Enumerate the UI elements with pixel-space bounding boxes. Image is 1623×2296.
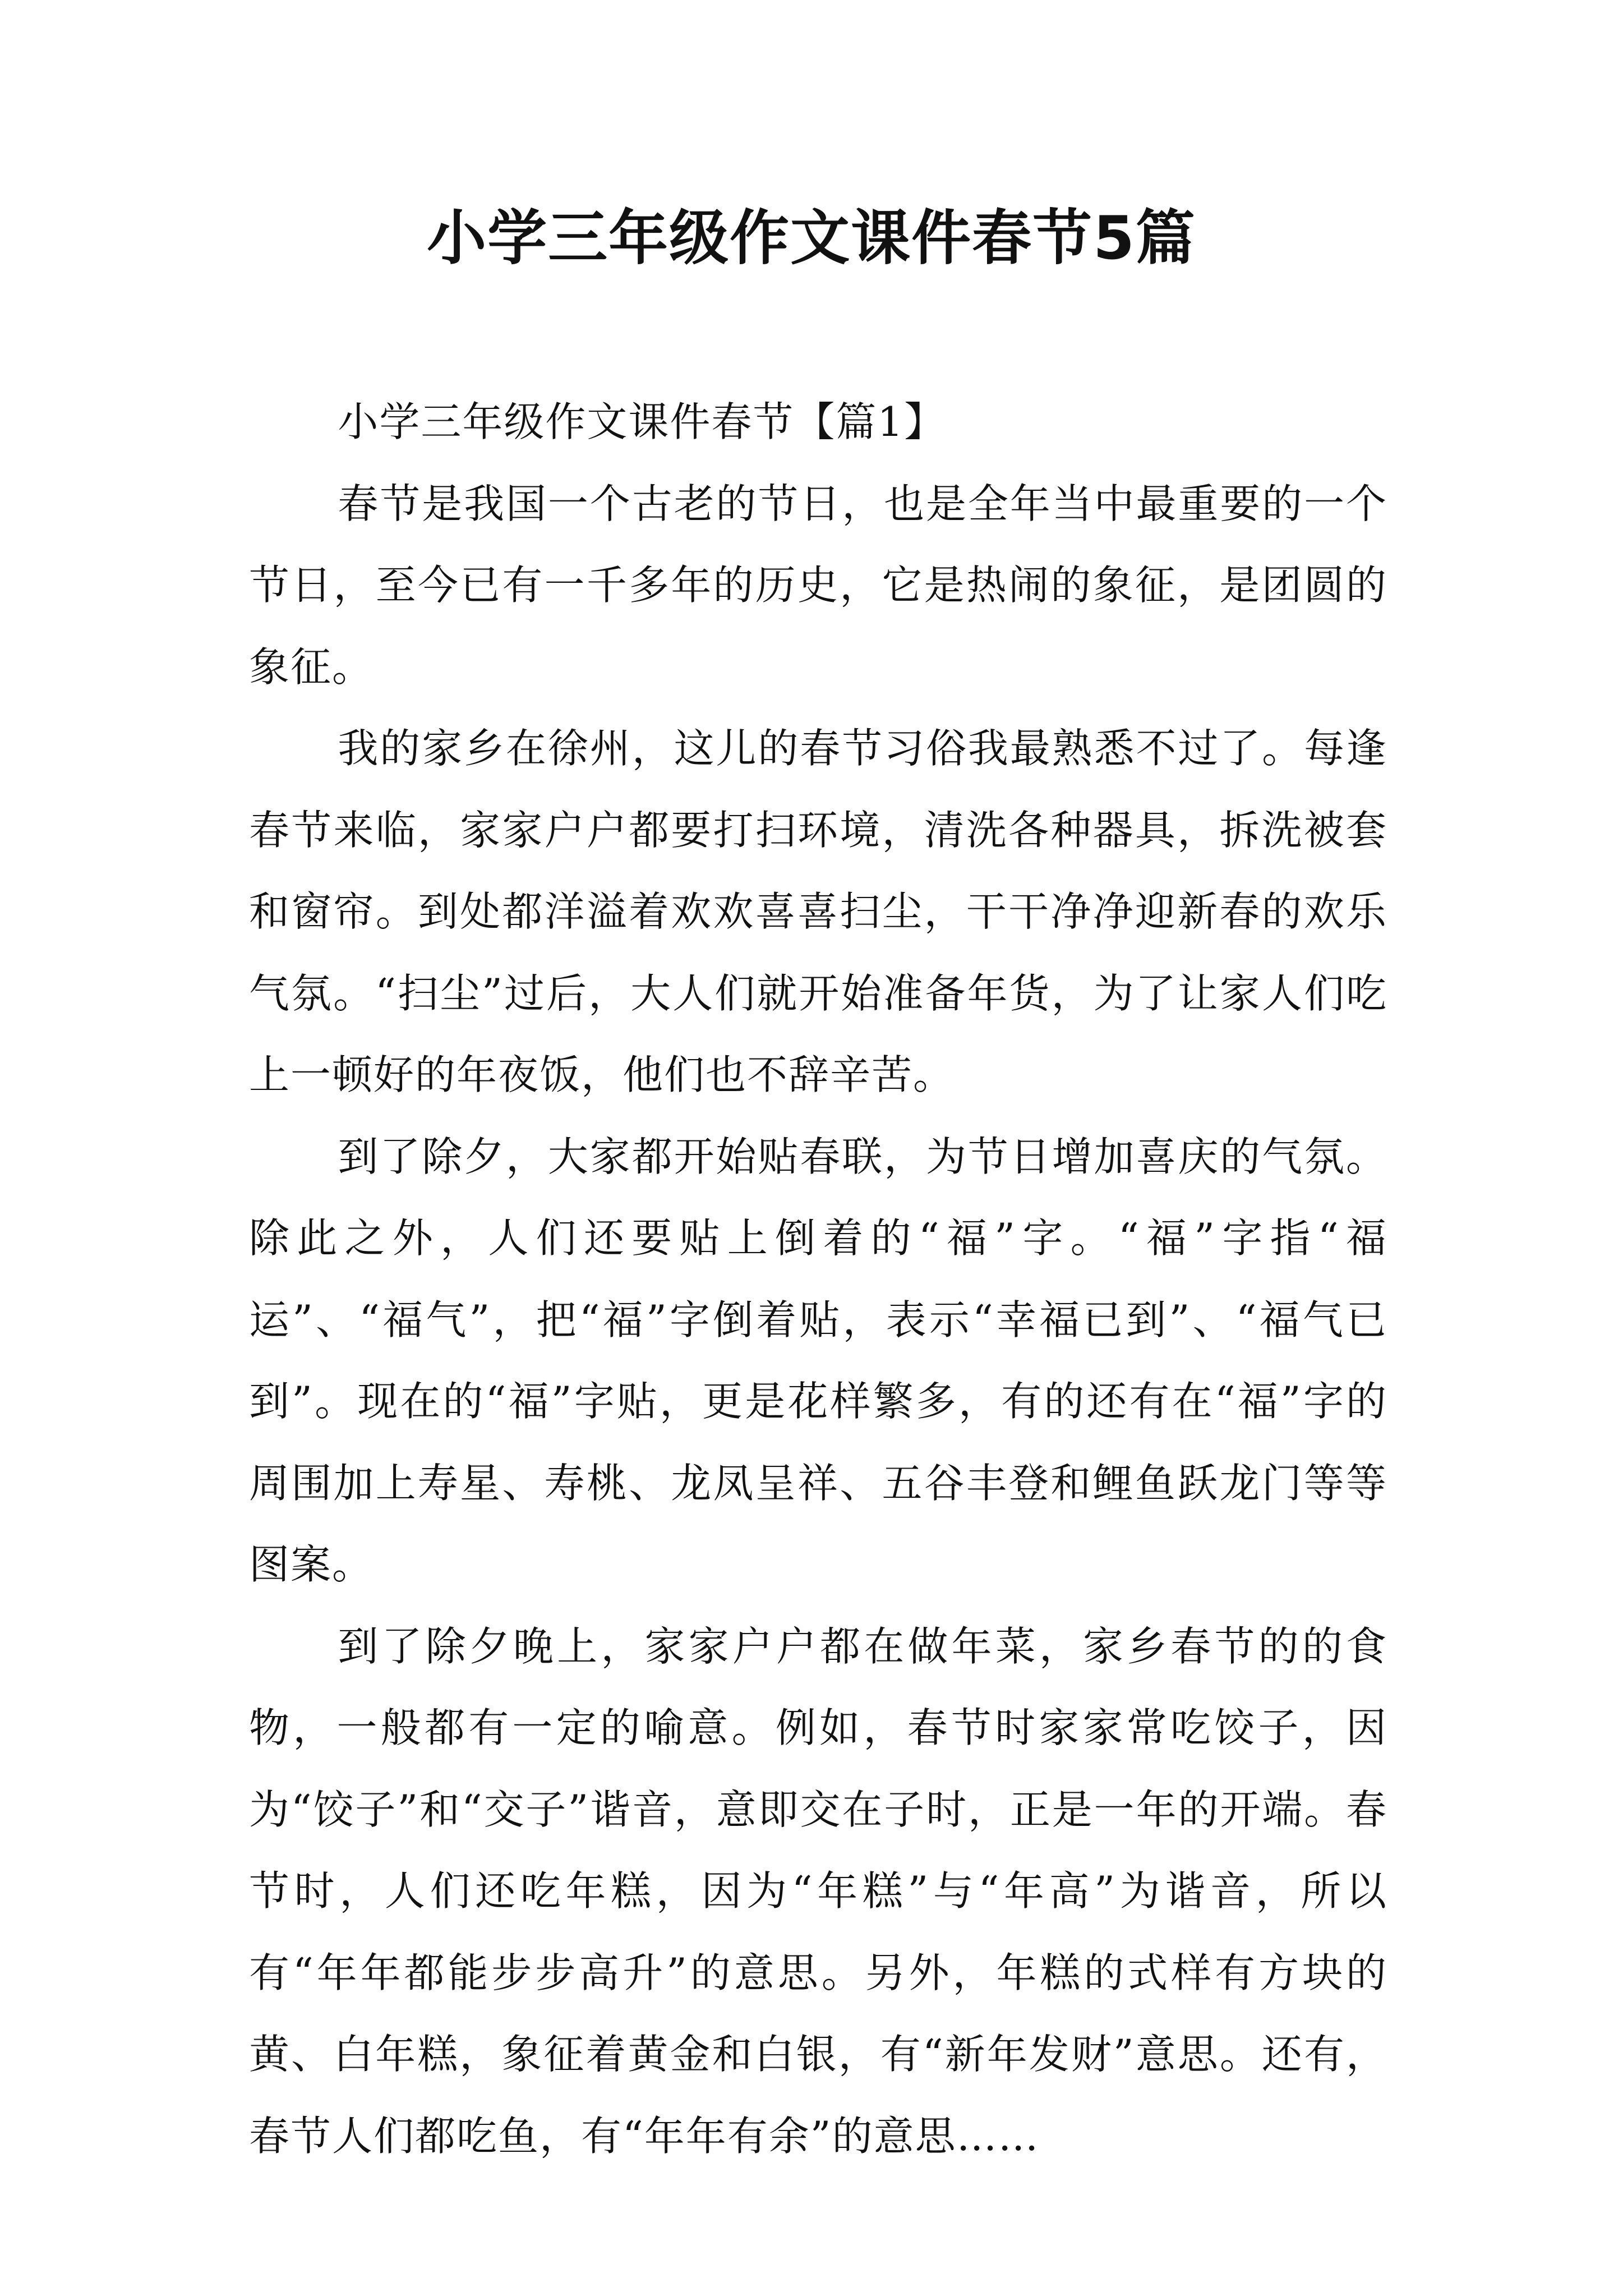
section-heading: 小学三年级作文课件春节【篇1】 (338, 398, 946, 445)
paragraph-1: 春节是我国一个古老的节日，也是全年当中最重要的一个节日，至今已有一千多年的历史，它是热闹的象征，是团圆的象征。 (249, 480, 1387, 691)
document-body (249, 381, 1387, 2177)
paragraph-4: 到了除夕晚上，家家户户都在做年菜，家乡春节的的食物，一般都有一定的喻意。例如，春节时家家常吃饺子，因为“饺子”和“交子”谐音，意即交在子时，正是一年的开端。春节时，人们还吃年糕，因为“年糕”与“年高”为谐音，所以有“年年都能步步高升”的意思。另外，年糕的式样有方块的黄、白年糕，象征着黄金和白银，有“新年发财”意思。还有，春节人们都吃鱼，有“年年有余”的意思…… (249, 1622, 1387, 2160)
paragraph-2: 我的家乡在徐州，这儿的春节习俗我最熟悉不过了。每逢春节来临，家家户户都要打扫环境，清洗各种器具，拆洗被套和窗帘。到处都洋溢着欢欢喜喜扫尘，干干净净迎新春的欢乐气氛。“扫尘”过后，大人们就开始准备年货，为了让家人们吃上一顿好的年夜饭，他们也不辞辛苦。 (249, 725, 1387, 1098)
document-title: 小学三年级作文课件春节5篇 (427, 204, 1196, 273)
paragraph-3: 到了除夕，大家都开始贴春联，为节日增加喜庆的气氛。除此之外，人们还要贴上倒着的“福”字。“福”字指“福运”、“福气”，把“福”字倒着贴，表示“幸福已到”、“福气已到”。现在的“福”字贴，更是花样繁多，有的还有在“福”字的周围加上寿星、寿桃、龙凤呈祥、五谷丰登和鲤鱼跃龙门等等图案。 (249, 1133, 1387, 1588)
